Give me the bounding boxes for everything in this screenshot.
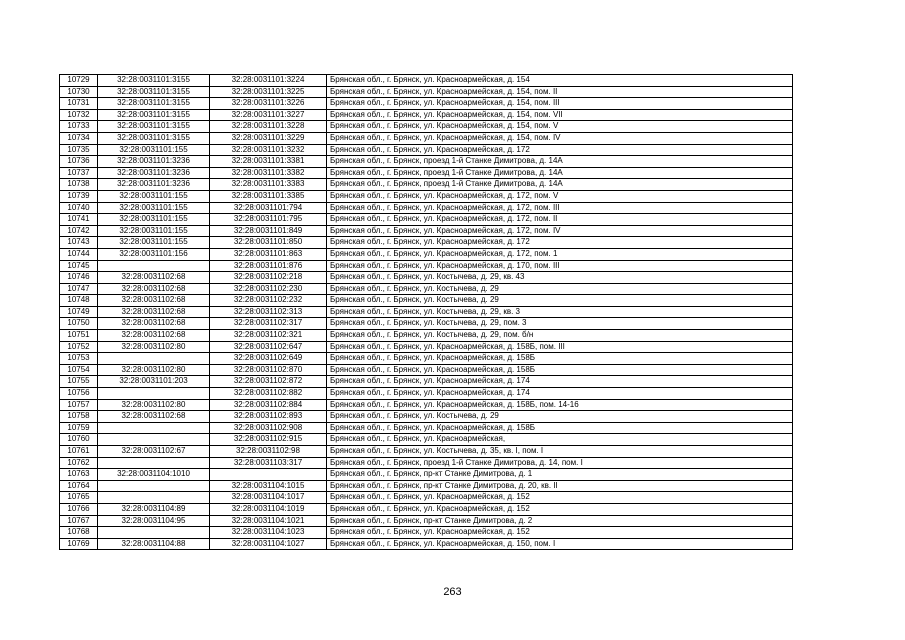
parent-cadastral-cell: 32:28:0031101:3155 [98,121,210,133]
parent-cadastral-cell: 32:28:0031102:68 [98,283,210,295]
address-cell: Брянская обл., г. Брянск, пр-кт Станке Димитрова, д. 2 [327,515,793,527]
table-row [60,411,793,423]
parent-cadastral-cell: 32:28:0031101:203 [98,376,210,388]
parent-cadastral-cell: 32:28:0031104:95 [98,515,210,527]
record-number-cell: 10740 [60,202,98,214]
address-cell: Брянская обл., г. Брянск, ул. Костычева, д. 29, пом. 3 [327,318,793,330]
record-number-cell: 10751 [60,330,98,342]
address-cell: Брянская обл., г. Брянск, ул. Красноармейская, д. 170, пом. III [327,260,793,272]
record-number-cell: 10767 [60,515,98,527]
address-cell: Брянская обл., г. Брянск, ул. Красноармейская, д. 158Б [327,422,793,434]
parent-cadastral-cell: 32:28:0031101:3155 [98,132,210,144]
table-row [60,167,793,179]
record-number-cell: 10741 [60,214,98,226]
record-number-cell: 10752 [60,341,98,353]
table-row [60,480,793,492]
address-cell: Брянская обл., г. Брянск, ул. Костычева, д. 29 [327,411,793,423]
table-row [60,306,793,318]
cadastral-number-cell: 32:28:0031102:872 [210,376,327,388]
table-row [60,225,793,237]
table-row [60,538,793,550]
cadastral-number-cell: 32:28:0031104:1019 [210,503,327,515]
cadastral-number-cell: 32:28:0031104:1015 [210,480,327,492]
table-row [60,376,793,388]
record-number-cell: 10760 [60,434,98,446]
table-row [60,260,793,272]
table-row [60,190,793,202]
record-number-cell: 10738 [60,179,98,191]
parent-cadastral-cell: 32:28:0031104:88 [98,538,210,550]
parent-cadastral-cell: 32:28:0031104:89 [98,503,210,515]
table-row [60,399,793,411]
table-row [60,86,793,98]
parent-cadastral-cell: 32:28:0031101:155 [98,144,210,156]
table-row [60,295,793,307]
cadastral-number-cell: 32:28:0031101:795 [210,214,327,226]
cadastral-number-cell: 32:28:0031104:1023 [210,527,327,539]
address-cell: Брянская обл., г. Брянск, ул. Красноармейская, д. 172, пом. IV [327,225,793,237]
table-row [60,457,793,469]
cadastral-number-cell: 32:28:0031102:915 [210,434,327,446]
table-row [60,283,793,295]
address-cell: Брянская обл., г. Брянск, ул. Красноармейская, д. 152 [327,527,793,539]
record-number-cell: 10746 [60,272,98,284]
record-number-cell: 10743 [60,237,98,249]
address-cell: Брянская обл., г. Брянск, проезд 1-й Станке Димитрова, д. 14А [327,156,793,168]
table-row [60,272,793,284]
record-number-cell: 10763 [60,469,98,481]
address-cell: Брянская обл., г. Брянск, пр-кт Станке Димитрова, д. 1 [327,469,793,481]
cadastral-number-cell: 32:28:0031102:230 [210,283,327,295]
cadastral-number-cell: 32:28:0031101:3229 [210,132,327,144]
record-number-cell: 10744 [60,248,98,260]
address-cell: Брянская обл., г. Брянск, ул. Красноармейская, д. 154, пом. VII [327,109,793,121]
parent-cadastral-cell: 32:28:0031101:3155 [98,75,210,87]
record-number-cell: 10754 [60,364,98,376]
address-cell: Брянская обл., г. Брянск, проезд 1-й Станке Димитрова, д. 14А [327,167,793,179]
cadastral-number-cell: 32:28:0031102:870 [210,364,327,376]
cadastral-number-cell: 32:28:0031102:908 [210,422,327,434]
address-cell: Брянская обл., г. Брянск, ул. Красноармейская, д. 172, пом. V [327,190,793,202]
address-cell: Брянская обл., г. Брянск, ул. Красноармейская, д. 158Б [327,364,793,376]
record-number-cell: 10737 [60,167,98,179]
address-cell: Брянская обл., г. Брянск, ул. Красноармейская, д. 154 [327,75,793,87]
cadastral-number-cell: 32:28:0031102:98 [210,446,327,458]
address-cell: Брянская обл., г. Брянск, ул. Красноармейская, д. 154, пом. II [327,86,793,98]
record-number-cell: 10762 [60,457,98,469]
cadastral-number-cell: 32:28:0031102:647 [210,341,327,353]
record-number-cell: 10735 [60,144,98,156]
address-cell: Брянская обл., г. Брянск, ул. Красноармейская, д. 158Б [327,353,793,365]
address-cell: Брянская обл., г. Брянск, ул. Красноармейская, д. 174 [327,376,793,388]
cadastral-number-cell: 32:28:0031101:3383 [210,179,327,191]
address-cell: Брянская обл., г. Брянск, ул. Красноармейская, д. 174 [327,388,793,400]
address-cell: Брянская обл., г. Брянск, проезд 1-й Станке Димитрова, д. 14А [327,179,793,191]
table-row [60,364,793,376]
parent-cadastral-cell: 32:28:0031101:3236 [98,156,210,168]
address-cell: Брянская обл., г. Брянск, ул. Красноармейская, д. 152 [327,492,793,504]
parent-cadastral-cell [98,492,210,504]
table-row [60,179,793,191]
record-number-cell: 10761 [60,446,98,458]
table-row [60,492,793,504]
record-number-cell: 10765 [60,492,98,504]
record-number-cell: 10756 [60,388,98,400]
address-cell: Брянская обл., г. Брянск, ул. Костычева, д. 35, кв. I, пом. I [327,446,793,458]
cadastral-number-cell: 32:28:0031101:3382 [210,167,327,179]
record-number-cell: 10755 [60,376,98,388]
parent-cadastral-cell: 32:28:0031102:68 [98,411,210,423]
address-cell: Брянская обл., г. Брянск, проезд 1-й Станке Димитрова, д. 14, пом. I [327,457,793,469]
parent-cadastral-cell: 32:28:0031101:3236 [98,179,210,191]
cadastral-number-cell: 32:28:0031103:317 [210,457,327,469]
record-number-cell: 10769 [60,538,98,550]
cadastral-number-cell: 32:28:0031102:884 [210,399,327,411]
table-row [60,515,793,527]
table-row [60,237,793,249]
table-row [60,330,793,342]
parent-cadastral-cell: 32:28:0031102:80 [98,341,210,353]
table-row [60,144,793,156]
address-cell: Брянская обл., г. Брянск, ул. Костычева, д. 29, кв. 43 [327,272,793,284]
parent-cadastral-cell [98,434,210,446]
table-row [60,422,793,434]
record-number-cell: 10757 [60,399,98,411]
parent-cadastral-cell: 32:28:0031102:67 [98,446,210,458]
cadastral-number-cell: 32:28:0031101:3385 [210,190,327,202]
table-row [60,109,793,121]
table-row [60,434,793,446]
address-cell: Брянская обл., г. Брянск, ул. Красноармейская, д. 172, пом. 1 [327,248,793,260]
record-number-cell: 10734 [60,132,98,144]
table-row [60,156,793,168]
address-cell: Брянская обл., г. Брянск, ул. Красноармейская, д. 172 [327,237,793,249]
cadastral-number-cell: 32:28:0031102:317 [210,318,327,330]
parent-cadastral-cell: 32:28:0031101:3236 [98,167,210,179]
table-row [60,214,793,226]
cadastral-number-cell: 32:28:0031102:218 [210,272,327,284]
record-number-cell: 10766 [60,503,98,515]
parent-cadastral-cell [98,353,210,365]
table-row [60,388,793,400]
table-row [60,132,793,144]
address-cell: Брянская обл., г. Брянск, ул. Красноармейская, д. 154, пом. III [327,98,793,110]
address-cell: Брянская обл., г. Брянск, ул. Красноармейская, д. 158Б, пом. III [327,341,793,353]
cadastral-number-cell: 32:28:0031102:893 [210,411,327,423]
record-number-cell: 10753 [60,353,98,365]
table-row [60,527,793,539]
parent-cadastral-cell: 32:28:0031102:68 [98,318,210,330]
record-number-cell: 10736 [60,156,98,168]
registry-table-body [60,75,793,550]
parent-cadastral-cell: 32:28:0031101:3155 [98,86,210,98]
record-number-cell: 10730 [60,86,98,98]
record-number-cell: 10749 [60,306,98,318]
address-cell: Брянская обл., г. Брянск, ул. Костычева, д. 29, кв. 3 [327,306,793,318]
parent-cadastral-cell: 32:28:0031101:156 [98,248,210,260]
table-row [60,98,793,110]
property-registry-table [59,74,793,550]
parent-cadastral-cell: 32:28:0031102:68 [98,330,210,342]
cadastral-number-cell: 32:28:0031101:3227 [210,109,327,121]
parent-cadastral-cell [98,457,210,469]
table-row [60,248,793,260]
page-number: 263 [443,586,462,598]
address-cell: Брянская обл., г. Брянск, ул. Костычева, д. 29 [327,295,793,307]
parent-cadastral-cell: 32:28:0031101:155 [98,237,210,249]
address-cell: Брянская обл., г. Брянск, ул. Красноармейская, д. 154, пом. IV [327,132,793,144]
parent-cadastral-cell: 32:28:0031102:68 [98,306,210,318]
cadastral-number-cell: 32:28:0031102:232 [210,295,327,307]
record-number-cell: 10729 [60,75,98,87]
address-cell: Брянская обл., г. Брянск, ул. Красноармейская, д. 172, пом. II [327,214,793,226]
cadastral-number-cell: 32:28:0031104:1021 [210,515,327,527]
cadastral-number-cell: 32:28:0031101:3381 [210,156,327,168]
record-number-cell: 10732 [60,109,98,121]
cadastral-number-cell: 32:28:0031101:3228 [210,121,327,133]
address-cell: Брянская обл., г. Брянск, пр-кт Станке Димитрова, д. 20, кв. II [327,480,793,492]
table-row [60,202,793,214]
parent-cadastral-cell [98,422,210,434]
cadastral-number-cell [210,469,327,481]
address-cell: Брянская обл., г. Брянск, ул. Красноармейская, д. 172 [327,144,793,156]
record-number-cell: 10739 [60,190,98,202]
parent-cadastral-cell: 32:28:0031101:155 [98,225,210,237]
address-cell: Брянская обл., г. Брянск, ул. Красноармейская, д. 172, пом. III [327,202,793,214]
address-cell: Брянская обл., г. Брянск, ул. Красноармейская, д. 152 [327,503,793,515]
address-cell: Брянская обл., г. Брянск, ул. Красноармейская, д. 150, пом. I [327,538,793,550]
cadastral-number-cell: 32:28:0031101:3226 [210,98,327,110]
cadastral-number-cell: 32:28:0031101:3225 [210,86,327,98]
record-number-cell: 10750 [60,318,98,330]
record-number-cell: 10759 [60,422,98,434]
record-number-cell: 10731 [60,98,98,110]
parent-cadastral-cell [98,480,210,492]
record-number-cell: 10768 [60,527,98,539]
parent-cadastral-cell: 32:28:0031102:68 [98,295,210,307]
address-cell: Брянская обл., г. Брянск, ул. Красноармейская, д. 158Б, пом. 14-16 [327,399,793,411]
parent-cadastral-cell: 32:28:0031102:80 [98,399,210,411]
parent-cadastral-cell [98,388,210,400]
cadastral-number-cell: 32:28:0031101:3232 [210,144,327,156]
parent-cadastral-cell: 32:28:0031101:155 [98,214,210,226]
cadastral-number-cell: 32:28:0031104:1017 [210,492,327,504]
cadastral-number-cell: 32:28:0031104:1027 [210,538,327,550]
record-number-cell: 10742 [60,225,98,237]
address-cell: Брянская обл., г. Брянск, ул. Красноармейская, д. 154, пом. V [327,121,793,133]
address-cell: Брянская обл., г. Брянск, ул. Красноармейская, [327,434,793,446]
table-row [60,121,793,133]
cadastral-number-cell: 32:28:0031101:849 [210,225,327,237]
parent-cadastral-cell [98,527,210,539]
record-number-cell: 10758 [60,411,98,423]
record-number-cell: 10733 [60,121,98,133]
cadastral-number-cell: 32:28:0031102:649 [210,353,327,365]
address-cell: Брянская обл., г. Брянск, ул. Костычева, д. 29 [327,283,793,295]
table-row [60,318,793,330]
cadastral-number-cell: 32:28:0031101:794 [210,202,327,214]
cadastral-number-cell: 32:28:0031102:321 [210,330,327,342]
cadastral-number-cell: 32:28:0031102:882 [210,388,327,400]
parent-cadastral-cell: 32:28:0031102:80 [98,364,210,376]
cadastral-number-cell: 32:28:0031101:850 [210,237,327,249]
address-cell: Брянская обл., г. Брянск, ул. Костычева, д. 29, пом. б/н [327,330,793,342]
parent-cadastral-cell: 32:28:0031104:1010 [98,469,210,481]
parent-cadastral-cell [98,260,210,272]
record-number-cell: 10748 [60,295,98,307]
parent-cadastral-cell: 32:28:0031101:155 [98,202,210,214]
cadastral-number-cell: 32:28:0031102:313 [210,306,327,318]
parent-cadastral-cell: 32:28:0031101:155 [98,190,210,202]
record-number-cell: 10764 [60,480,98,492]
cadastral-number-cell: 32:28:0031101:876 [210,260,327,272]
parent-cadastral-cell: 32:28:0031101:3155 [98,98,210,110]
record-number-cell: 10745 [60,260,98,272]
parent-cadastral-cell: 32:28:0031101:3155 [98,109,210,121]
table-row [60,469,793,481]
table-row [60,503,793,515]
record-number-cell: 10747 [60,283,98,295]
parent-cadastral-cell: 32:28:0031102:68 [98,272,210,284]
cadastral-number-cell: 32:28:0031101:863 [210,248,327,260]
table-row [60,341,793,353]
table-row [60,446,793,458]
cadastral-number-cell: 32:28:0031101:3224 [210,75,327,87]
table-row [60,353,793,365]
table-row [60,75,793,87]
